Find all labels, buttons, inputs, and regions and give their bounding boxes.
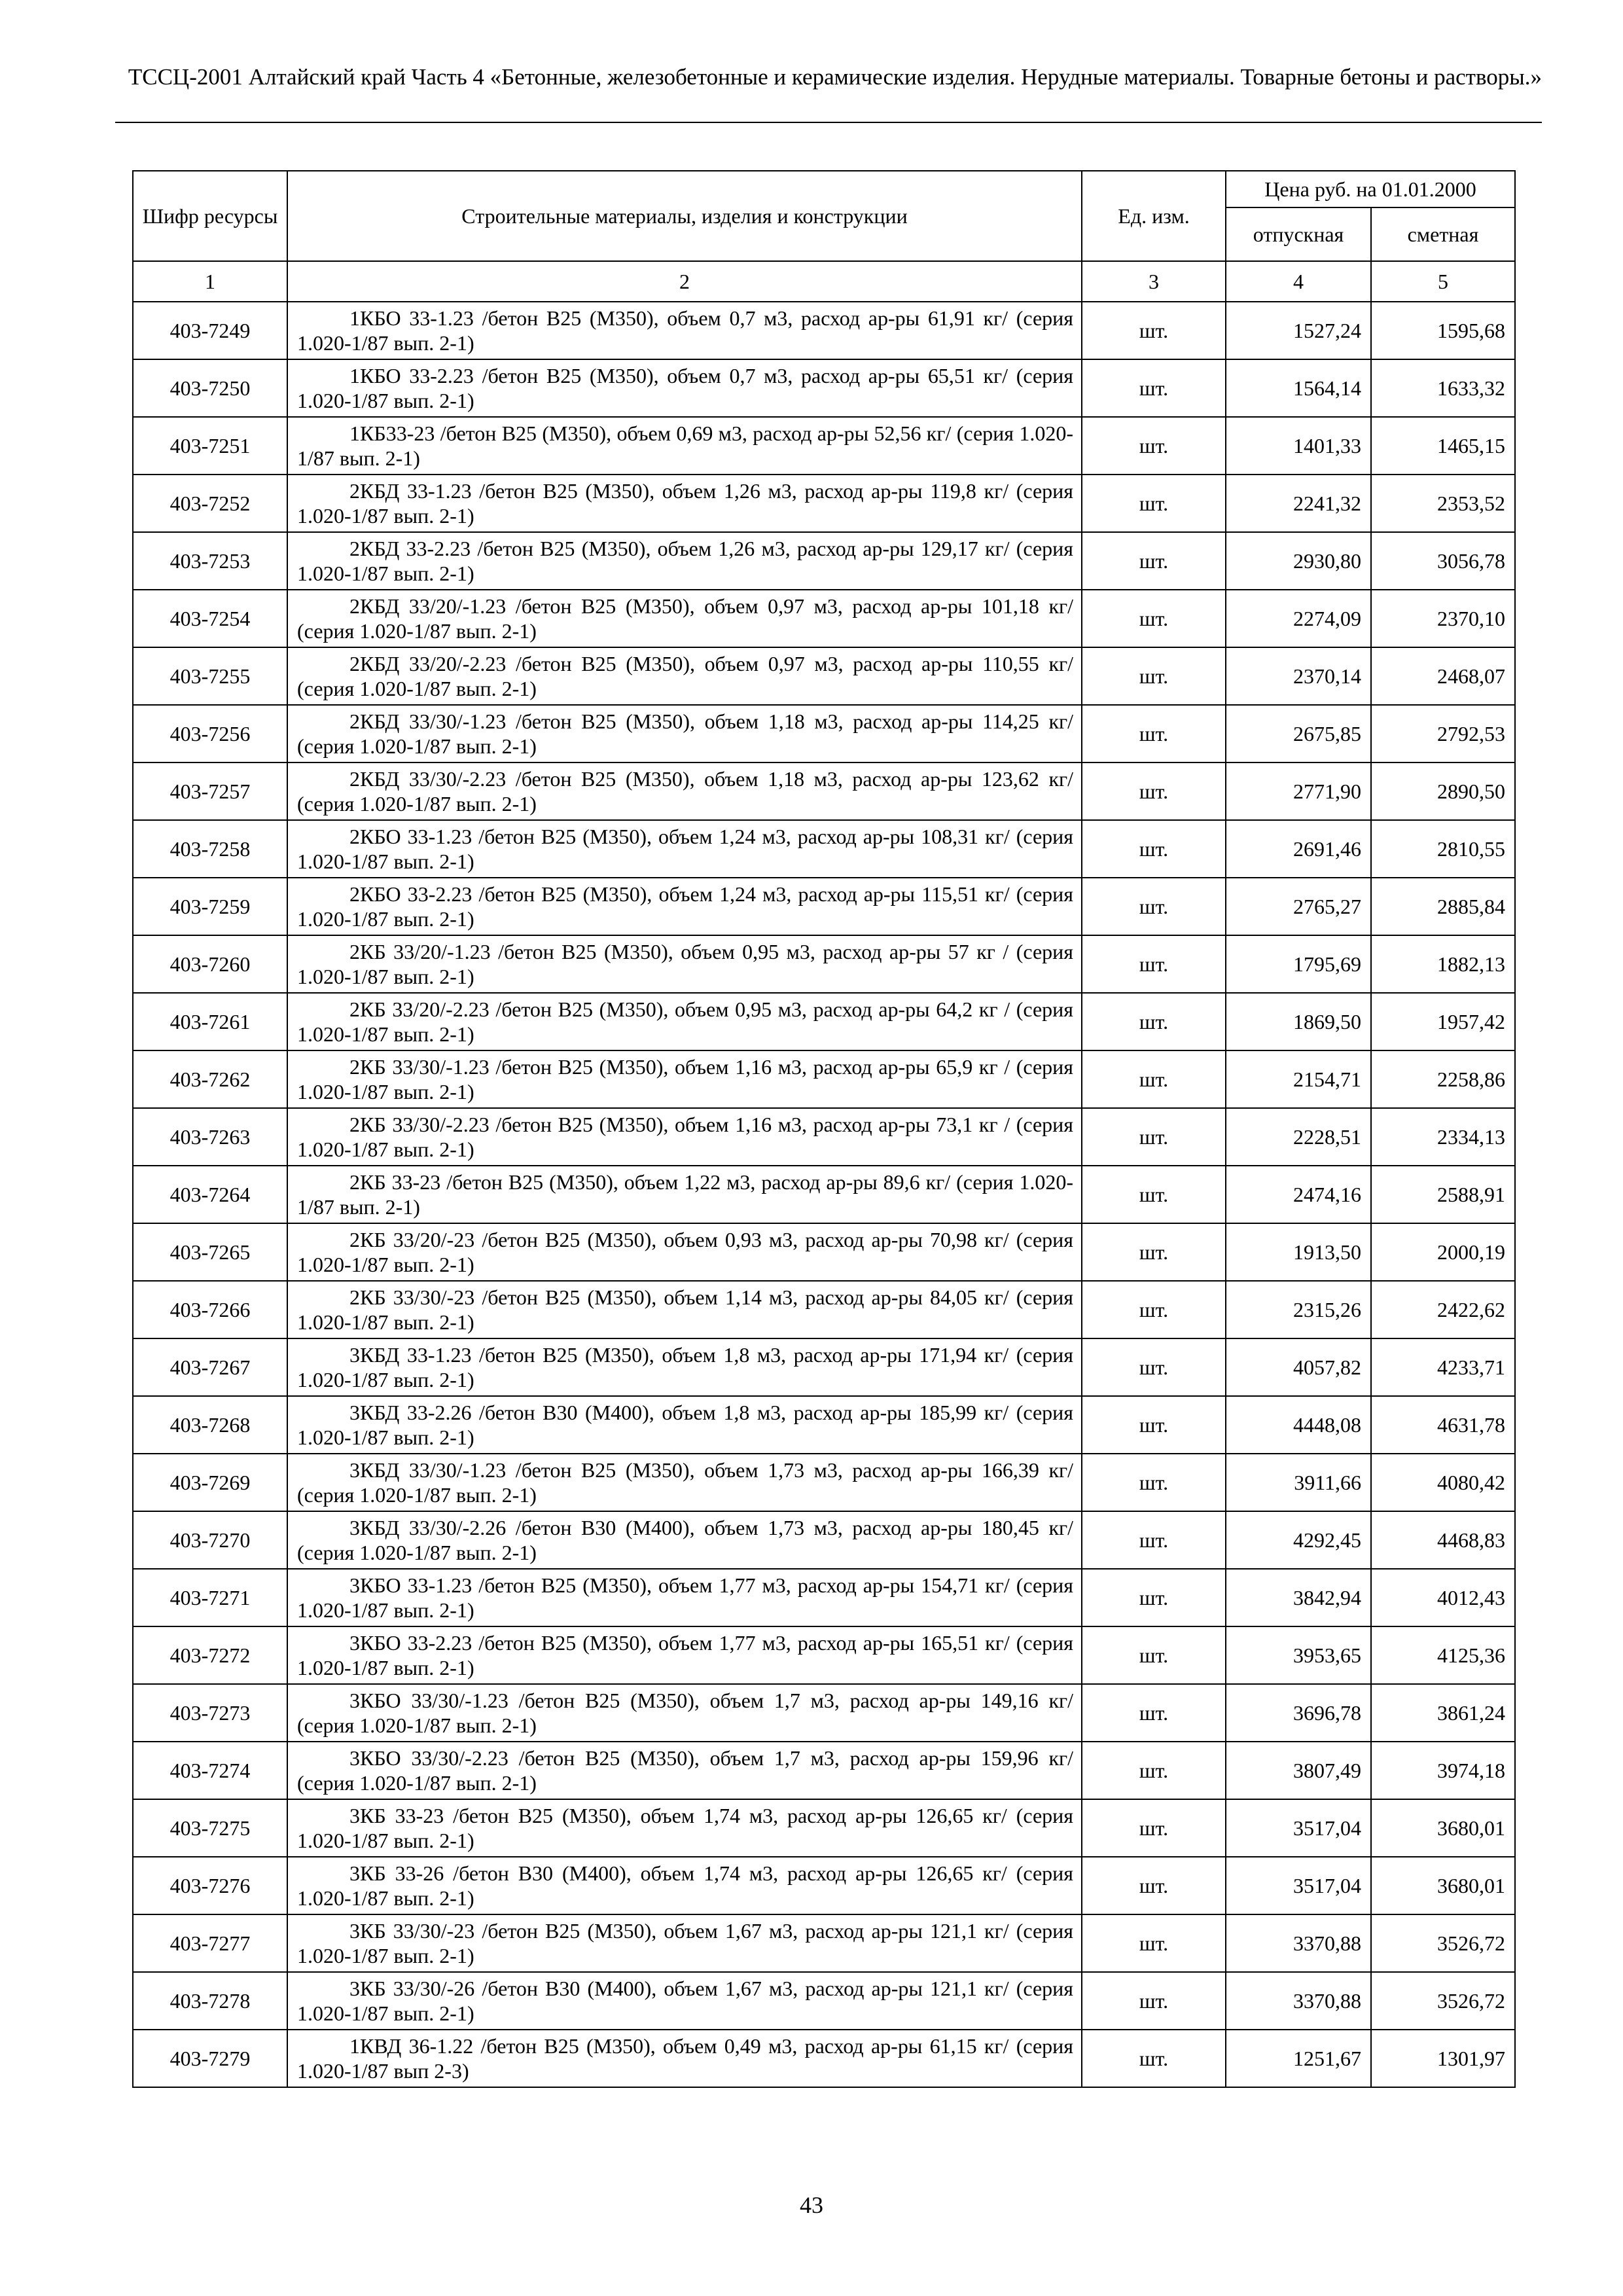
- table-row: [133, 1050, 1515, 1108]
- table-row: [133, 762, 1515, 820]
- table-body: [133, 302, 1515, 2087]
- material-name: [287, 1511, 1082, 1569]
- material-name: [287, 1914, 1082, 1972]
- estimate-price: 2258,86: [1371, 1050, 1515, 1108]
- resource-code: 403-7263: [133, 1108, 287, 1166]
- material-name-text: 2КБД 33/20/-1.23 /бетон В25 (М350), объем 0,97 м3, расход ар-ры 101,18 кг/ (серия 1.020-1/87 вып. 2-1): [297, 594, 1073, 643]
- estimate-price: 2792,53: [1371, 705, 1515, 762]
- release-price: 2765,27: [1226, 878, 1371, 935]
- resource-code: 403-7257: [133, 762, 287, 820]
- release-price: 2228,51: [1226, 1108, 1371, 1166]
- material-name: [287, 762, 1082, 820]
- resource-code: 403-7252: [133, 475, 287, 532]
- release-price: 3911,66: [1226, 1454, 1371, 1511]
- release-price: 1913,50: [1226, 1223, 1371, 1281]
- material-name: [287, 417, 1082, 475]
- unit: шт.: [1082, 417, 1226, 475]
- material-name-text: 2КБ 33/20/-2.23 /бетон В25 (М350), объем 0,95 м3, расход ар-ры 64,2 кг / (серия 1.020-1/87 вып. 2-1): [297, 997, 1073, 1046]
- estimate-price: 3526,72: [1371, 1914, 1515, 1972]
- table-row: [133, 1511, 1515, 1569]
- material-name-text: 3КБ 33/30/-26 /бетон В30 (М400), объем 1,67 м3, расход ар-ры 121,1 кг/ (серия 1.020-1/87 вып. 2-1): [297, 1977, 1073, 2025]
- unit: шт.: [1082, 1799, 1226, 1857]
- unit: шт.: [1082, 302, 1226, 359]
- unit: шт.: [1082, 1511, 1226, 1569]
- table-row: [133, 1684, 1515, 1742]
- resource-code: 403-7250: [133, 359, 287, 417]
- unit: шт.: [1082, 1569, 1226, 1626]
- header-name: Строительные материалы, изделия и конструкции: [287, 171, 1082, 261]
- release-price: 2930,80: [1226, 532, 1371, 590]
- release-price: 3807,49: [1226, 1742, 1371, 1799]
- material-name: [287, 475, 1082, 532]
- resource-code: 403-7274: [133, 1742, 287, 1799]
- estimate-price: 2885,84: [1371, 878, 1515, 935]
- release-price: 2370,14: [1226, 647, 1371, 705]
- release-price: 1869,50: [1226, 993, 1371, 1050]
- table-row: [133, 1396, 1515, 1454]
- table-row: [133, 1281, 1515, 1338]
- page-number: 43: [800, 2192, 823, 2218]
- unit: шт.: [1082, 647, 1226, 705]
- material-name-text: 1КБ33-23 /бетон В25 (М350), объем 0,69 м3, расход ар-ры 52,56 кг/ (серия 1.020-1/87 вып. 2-1): [297, 422, 1073, 470]
- material-name: [287, 1684, 1082, 1742]
- unit: шт.: [1082, 1454, 1226, 1511]
- material-name-text: 2КБ 33/20/-23 /бетон В25 (М350), объем 0,93 м3, расход ар-ры 70,98 кг/ (серия 1.020-1/87 вып. 2-1): [297, 1228, 1073, 1276]
- material-name-text: 2КБ 33/30/-2.23 /бетон В25 (М350), объем 1,16 м3, расход ар-ры 73,1 кг / (серия 1.020-1/87 вып. 2-1): [297, 1113, 1073, 1161]
- release-price: 2675,85: [1226, 705, 1371, 762]
- release-price: 3370,88: [1226, 1972, 1371, 2030]
- header-price: Цена руб. на 01.01.2000: [1226, 171, 1515, 207]
- table-row: [133, 935, 1515, 993]
- estimate-price: 2810,55: [1371, 820, 1515, 878]
- resource-code: 403-7276: [133, 1857, 287, 1914]
- table-row: [133, 532, 1515, 590]
- material-name-text: 3КБО 33/30/-1.23 /бетон В25 (М350), объем 1,7 м3, расход ар-ры 149,16 кг/ (серия 1.020-1/87 вып. 2-1): [297, 1689, 1073, 1737]
- estimate-price: 2334,13: [1371, 1108, 1515, 1166]
- estimate-price: 4125,36: [1371, 1626, 1515, 1684]
- material-name: [287, 993, 1082, 1050]
- unit: шт.: [1082, 820, 1226, 878]
- table-row: [133, 1857, 1515, 1914]
- estimate-price: 3056,78: [1371, 532, 1515, 590]
- table-row: [133, 302, 1515, 359]
- resource-code: 403-7264: [133, 1166, 287, 1223]
- unit: шт.: [1082, 590, 1226, 647]
- unit: шт.: [1082, 1108, 1226, 1166]
- material-name-text: 3КБ 33-26 /бетон В30 (М400), объем 1,74 м3, расход ар-ры 126,65 кг/ (серия 1.020-1/87 вып. 2-1): [297, 1861, 1073, 1910]
- material-name: [287, 1569, 1082, 1626]
- resource-code: 403-7253: [133, 532, 287, 590]
- column-number: 5: [1371, 261, 1515, 302]
- unit: шт.: [1082, 1742, 1226, 1799]
- release-price: 3842,94: [1226, 1569, 1371, 1626]
- unit: шт.: [1082, 705, 1226, 762]
- material-name-text: 3КБО 33-1.23 /бетон В25 (М350), объем 1,77 м3, расход ар-ры 154,71 кг/ (серия 1.020-1/87 вып. 2-1): [297, 1573, 1073, 1622]
- release-price: 3517,04: [1226, 1857, 1371, 1914]
- material-name-text: 2КБД 33-2.23 /бетон В25 (М350), объем 1,26 м3, расход ар-ры 129,17 кг/ (серия 1.020-1/87 вып. 2-1): [297, 537, 1073, 585]
- unit: шт.: [1082, 1396, 1226, 1454]
- estimate-price: 1301,97: [1371, 2030, 1515, 2087]
- estimate-price: 1957,42: [1371, 993, 1515, 1050]
- estimate-price: 3680,01: [1371, 1799, 1515, 1857]
- material-name-text: 2КБД 33/30/-1.23 /бетон В25 (М350), объем 1,18 м3, расход ар-ры 114,25 кг/ (серия 1.020-1/87 вып. 2-1): [297, 709, 1073, 758]
- resource-code: 403-7277: [133, 1914, 287, 1972]
- unit: шт.: [1082, 1166, 1226, 1223]
- table-row: [133, 2030, 1515, 2087]
- estimate-price: 3974,18: [1371, 1742, 1515, 1799]
- resource-code: 403-7261: [133, 993, 287, 1050]
- material-name: [287, 1626, 1082, 1684]
- resource-code: 403-7255: [133, 647, 287, 705]
- column-number: 3: [1082, 261, 1226, 302]
- table-row: [133, 1338, 1515, 1396]
- material-name-text: 3КБД 33-1.23 /бетон В25 (М350), объем 1,8 м3, расход ар-ры 171,94 кг/ (серия 1.020-1/87 вып. 2-1): [297, 1343, 1073, 1391]
- table-row: [133, 705, 1515, 762]
- unit: шт.: [1082, 359, 1226, 417]
- release-price: 1564,14: [1226, 359, 1371, 417]
- material-name: [287, 1742, 1082, 1799]
- material-name-text: 3КБО 33-2.23 /бетон В25 (М350), объем 1,77 м3, расход ар-ры 165,51 кг/ (серия 1.020-1/87 вып. 2-1): [297, 1631, 1073, 1679]
- material-name: [287, 1857, 1082, 1914]
- resource-code: 403-7272: [133, 1626, 287, 1684]
- release-price: 1795,69: [1226, 935, 1371, 993]
- resource-code: 403-7251: [133, 417, 287, 475]
- header-release-price: отпускная: [1226, 207, 1371, 261]
- material-name-text: 2КБД 33-1.23 /бетон В25 (М350), объем 1,26 м3, расход ар-ры 119,8 кг/ (серия 1.020-1/87 вып. 2-1): [297, 479, 1073, 528]
- material-name: [287, 1166, 1082, 1223]
- table-row: [133, 590, 1515, 647]
- estimate-price: 1595,68: [1371, 302, 1515, 359]
- material-name-text: 2КБО 33-2.23 /бетон В25 (М350), объем 1,24 м3, расход ар-ры 115,51 кг/ (серия 1.020-1/87 вып. 2-1): [297, 882, 1073, 931]
- unit: шт.: [1082, 1914, 1226, 1972]
- resource-code: 403-7262: [133, 1050, 287, 1108]
- resource-code: 403-7275: [133, 1799, 287, 1857]
- table-row: [133, 1742, 1515, 1799]
- resource-code: 403-7265: [133, 1223, 287, 1281]
- resource-code: 403-7260: [133, 935, 287, 993]
- material-name: [287, 532, 1082, 590]
- header-estimate-price: сметная: [1371, 207, 1515, 261]
- resource-code: 403-7271: [133, 1569, 287, 1626]
- release-price: 1527,24: [1226, 302, 1371, 359]
- material-name: [287, 2030, 1082, 2087]
- material-name: [287, 1281, 1082, 1338]
- resource-code: 403-7266: [133, 1281, 287, 1338]
- material-name-text: 2КБ 33-23 /бетон В25 (М350), объем 1,22 м3, расход ар-ры 89,6 кг/ (серия 1.020-1/87 вып. 2-1): [297, 1170, 1073, 1219]
- resource-code: 403-7267: [133, 1338, 287, 1396]
- header-divider: [115, 122, 1542, 123]
- material-name: [287, 1454, 1082, 1511]
- estimate-price: 3526,72: [1371, 1972, 1515, 2030]
- unit: шт.: [1082, 1281, 1226, 1338]
- resource-code: 403-7254: [133, 590, 287, 647]
- unit: шт.: [1082, 1857, 1226, 1914]
- estimate-price: 4468,83: [1371, 1511, 1515, 1569]
- release-price: 1251,67: [1226, 2030, 1371, 2087]
- table-row: [133, 1166, 1515, 1223]
- unit: шт.: [1082, 762, 1226, 820]
- estimate-price: 2353,52: [1371, 475, 1515, 532]
- material-name: [287, 647, 1082, 705]
- material-name: [287, 1338, 1082, 1396]
- table-row: [133, 820, 1515, 878]
- table-row: [133, 647, 1515, 705]
- material-name: [287, 359, 1082, 417]
- release-price: 3517,04: [1226, 1799, 1371, 1857]
- estimate-price: 3861,24: [1371, 1684, 1515, 1742]
- unit: шт.: [1082, 878, 1226, 935]
- unit: шт.: [1082, 1050, 1226, 1108]
- release-price: 1401,33: [1226, 417, 1371, 475]
- release-price: 2241,32: [1226, 475, 1371, 532]
- release-price: 4448,08: [1226, 1396, 1371, 1454]
- unit: шт.: [1082, 1684, 1226, 1742]
- estimate-price: 4012,43: [1371, 1569, 1515, 1626]
- estimate-price: 4631,78: [1371, 1396, 1515, 1454]
- material-name-text: 2КБД 33/30/-2.23 /бетон В25 (М350), объем 1,18 м3, расход ар-ры 123,62 кг/ (серия 1.020-1/87 вып. 2-1): [297, 767, 1073, 816]
- material-name: [287, 1108, 1082, 1166]
- unit: шт.: [1082, 1338, 1226, 1396]
- estimate-price: 1633,32: [1371, 359, 1515, 417]
- material-name-text: 1КБО 33-1.23 /бетон В25 (М350), объем 0,7 м3, расход ар-ры 61,91 кг/ (серия 1.020-1/87 вып. 2-1): [297, 306, 1073, 355]
- column-number: 4: [1226, 261, 1371, 302]
- table-row: [133, 359, 1515, 417]
- material-name: [287, 935, 1082, 993]
- table-row: [133, 1626, 1515, 1684]
- release-price: 3370,88: [1226, 1914, 1371, 1972]
- release-price: 3696,78: [1226, 1684, 1371, 1742]
- release-price: 2154,71: [1226, 1050, 1371, 1108]
- price-table: [132, 170, 1516, 2088]
- unit: шт.: [1082, 1223, 1226, 1281]
- material-name: [287, 1799, 1082, 1857]
- resource-code: 403-7259: [133, 878, 287, 935]
- unit: шт.: [1082, 935, 1226, 993]
- material-name: [287, 1050, 1082, 1108]
- unit: шт.: [1082, 475, 1226, 532]
- material-name: [287, 878, 1082, 935]
- material-name-text: 1КБО 33-2.23 /бетон В25 (М350), объем 0,7 м3, расход ар-ры 65,51 кг/ (серия 1.020-1/87 вып. 2-1): [297, 364, 1073, 412]
- material-name-text: 2КБО 33-1.23 /бетон В25 (М350), объем 1,24 м3, расход ар-ры 108,31 кг/ (серия 1.020-1/87 вып. 2-1): [297, 825, 1073, 873]
- column-number: 2: [287, 261, 1082, 302]
- table-row: [133, 993, 1515, 1050]
- material-name: [287, 302, 1082, 359]
- material-name-text: 2КБ 33/30/-1.23 /бетон В25 (М350), объем 1,16 м3, расход ар-ры 65,9 кг / (серия 1.020-1/87 вып. 2-1): [297, 1055, 1073, 1103]
- material-name: [287, 590, 1082, 647]
- material-name-text: 3КБ 33/30/-23 /бетон В25 (М350), объем 1,67 м3, расход ар-ры 121,1 кг/ (серия 1.020-1/87 вып. 2-1): [297, 1919, 1073, 1967]
- material-name: [287, 705, 1082, 762]
- resource-code: 403-7279: [133, 2030, 287, 2087]
- material-name: [287, 1396, 1082, 1454]
- unit: шт.: [1082, 993, 1226, 1050]
- resource-code: 403-7273: [133, 1684, 287, 1742]
- unit: шт.: [1082, 1972, 1226, 2030]
- resource-code: 403-7270: [133, 1511, 287, 1569]
- table-row: [133, 1914, 1515, 1972]
- estimate-price: 4080,42: [1371, 1454, 1515, 1511]
- resource-code: 403-7278: [133, 1972, 287, 2030]
- estimate-price: 2000,19: [1371, 1223, 1515, 1281]
- material-name-text: 3КБД 33/30/-1.23 /бетон В25 (М350), объем 1,73 м3, расход ар-ры 166,39 кг/ (серия 1.020-1/87 вып. 2-1): [297, 1458, 1073, 1507]
- table-row: [133, 1972, 1515, 2030]
- material-name-text: 3КБД 33/30/-2.26 /бетон В30 (М400), объем 1,73 м3, расход ар-ры 180,45 кг/ (серия 1.020-1/87 вып. 2-1): [297, 1516, 1073, 1564]
- release-price: 2474,16: [1226, 1166, 1371, 1223]
- material-name-text: 3КБ 33-23 /бетон В25 (М350), объем 1,74 м3, расход ар-ры 126,65 кг/ (серия 1.020-1/87 вып. 2-1): [297, 1804, 1073, 1852]
- resource-code: 403-7269: [133, 1454, 287, 1511]
- material-name-text: 3КБО 33/30/-2.23 /бетон В25 (М350), объем 1,7 м3, расход ар-ры 159,96 кг/ (серия 1.020-1/87 вып. 2-1): [297, 1746, 1073, 1795]
- release-price: 2274,09: [1226, 590, 1371, 647]
- header-code: Шифр ресурсы: [133, 171, 287, 261]
- table-row: [133, 1108, 1515, 1166]
- resource-code: 403-7256: [133, 705, 287, 762]
- table-row: [133, 1223, 1515, 1281]
- table-row: [133, 1799, 1515, 1857]
- unit: шт.: [1082, 1626, 1226, 1684]
- estimate-price: 2468,07: [1371, 647, 1515, 705]
- material-name: [287, 1223, 1082, 1281]
- resource-code: 403-7268: [133, 1396, 287, 1454]
- release-price: 4292,45: [1226, 1511, 1371, 1569]
- table-row: [133, 475, 1515, 532]
- release-price: 2315,26: [1226, 1281, 1371, 1338]
- release-price: 4057,82: [1226, 1338, 1371, 1396]
- material-name: [287, 820, 1082, 878]
- material-name-text: 2КБД 33/20/-2.23 /бетон В25 (М350), объем 0,97 м3, расход ар-ры 110,55 кг/ (серия 1.020-1/87 вып. 2-1): [297, 652, 1073, 700]
- material-name-text: 2КБ 33/30/-23 /бетон В25 (М350), объем 1,14 м3, расход ар-ры 84,05 кг/ (серия 1.020-1/87 вып. 2-1): [297, 1285, 1073, 1334]
- estimate-price: 2422,62: [1371, 1281, 1515, 1338]
- estimate-price: 1465,15: [1371, 417, 1515, 475]
- estimate-price: 2890,50: [1371, 762, 1515, 820]
- column-number: 1: [133, 261, 287, 302]
- release-price: 2771,90: [1226, 762, 1371, 820]
- page-header: [115, 63, 1542, 92]
- table-row: [133, 1454, 1515, 1511]
- estimate-price: 2370,10: [1371, 590, 1515, 647]
- release-price: 3953,65: [1226, 1626, 1371, 1684]
- material-name-text: 1КВД 36-1.22 /бетон В25 (М350), объем 0,49 м3, расход ар-ры 61,15 кг/ (серия 1.020-1/87 вып 2-3): [297, 2034, 1073, 2083]
- resource-code: 403-7258: [133, 820, 287, 878]
- resource-code: 403-7249: [133, 302, 287, 359]
- estimate-price: 4233,71: [1371, 1338, 1515, 1396]
- estimate-price: 1882,13: [1371, 935, 1515, 993]
- unit: шт.: [1082, 2030, 1226, 2087]
- table-row: [133, 1569, 1515, 1626]
- estimate-price: 3680,01: [1371, 1857, 1515, 1914]
- header-unit: Ед. изм.: [1082, 171, 1226, 261]
- header-title: ТССЦ-2001 Алтайский край Часть 4 «Бетонные, железобетонные и керамические изделия. Нерудные материалы. Товарные бетоны и растворы.»: [128, 64, 1542, 90]
- release-price: 2691,46: [1226, 820, 1371, 878]
- estimate-price: 2588,91: [1371, 1166, 1515, 1223]
- table-row: [133, 878, 1515, 935]
- material-name: [287, 1972, 1082, 2030]
- material-name-text: 2КБ 33/20/-1.23 /бетон В25 (М350), объем 0,95 м3, расход ар-ры 57 кг / (серия 1.020-1/87 вып. 2-1): [297, 940, 1073, 988]
- material-name-text: 3КБД 33-2.26 /бетон В30 (М400), объем 1,8 м3, расход ар-ры 185,99 кг/ (серия 1.020-1/87 вып. 2-1): [297, 1401, 1073, 1449]
- table-row: [133, 417, 1515, 475]
- unit: шт.: [1082, 532, 1226, 590]
